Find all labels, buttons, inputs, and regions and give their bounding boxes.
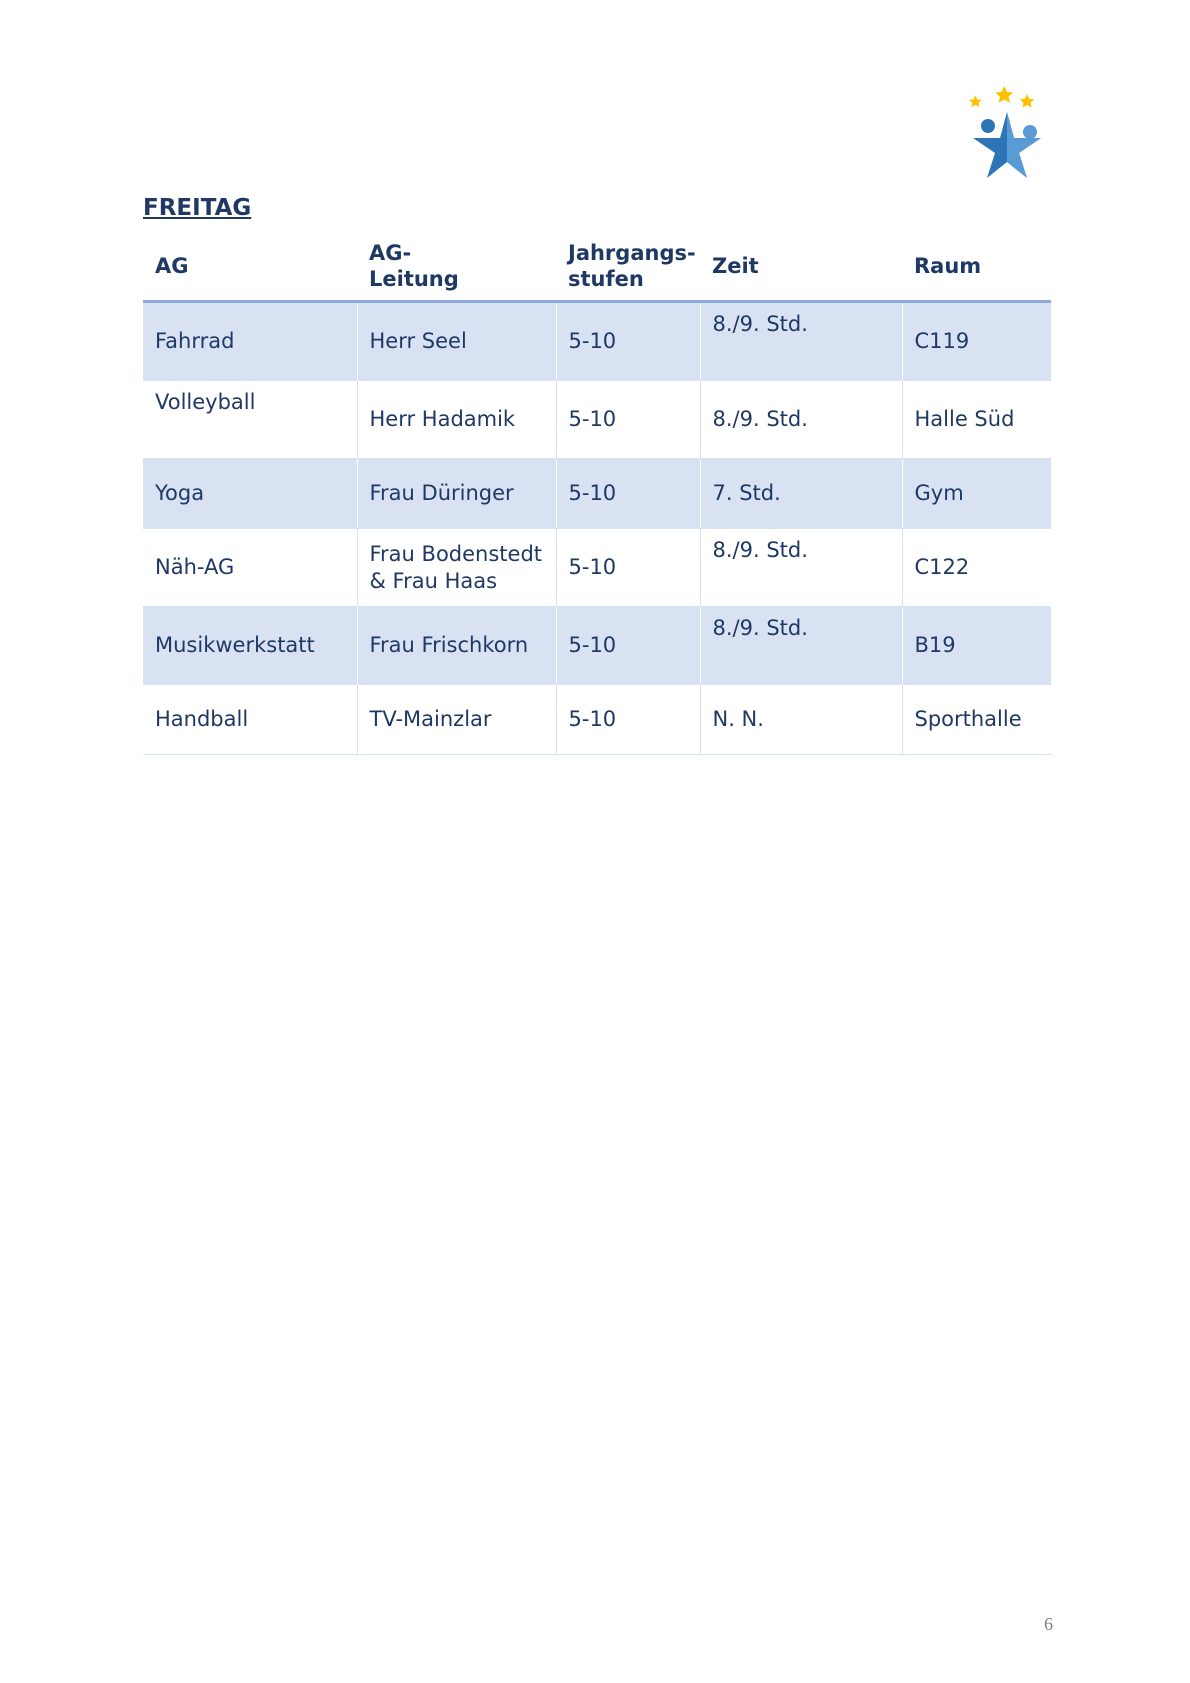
cell-stufen: 5-10 [556, 607, 700, 685]
cell-ag: Fahrrad [143, 302, 357, 381]
table-row [143, 381, 1051, 459]
header-jahrgangsstufen-text: Jahrgangs- stufen [568, 241, 696, 291]
logo-figure-head-left [981, 119, 995, 133]
page-number: 6 [1044, 1614, 1053, 1634]
day-heading: FREITAG [143, 195, 252, 221]
cell-leitung: Herr Seel [357, 302, 556, 381]
cell-leitung-text: Frau Bodenstedt & Frau Haas [369, 541, 543, 593]
cell-raum: B19 [902, 607, 1051, 685]
header-jahrgangsstufen [556, 232, 700, 302]
cell-raum: Halle Süd [902, 381, 1051, 459]
cell-leitung: Frau Frischkorn [357, 607, 556, 685]
cell-raum: Sporthalle [902, 685, 1051, 755]
table-row [143, 607, 1051, 685]
table-row [143, 459, 1051, 529]
cell-leitung: Frau Düringer [357, 459, 556, 529]
cell-stufen: 5-10 [556, 302, 700, 381]
cell-ag: Musikwerkstatt [143, 607, 357, 685]
cell-leitung: TV-Mainzlar [357, 685, 556, 755]
cell-zeit: 8./9. Std. [700, 302, 902, 381]
table-row [143, 529, 1051, 607]
header-ag-leitung-text: AG- Leitung [369, 241, 459, 291]
logo-star-left [969, 95, 982, 107]
header-raum: Raum [902, 232, 1051, 302]
logo-star-right [1020, 94, 1035, 108]
cell-ag: Handball [143, 685, 357, 755]
table-row [143, 685, 1051, 755]
table-row [143, 302, 1051, 381]
logo-star-center [995, 86, 1013, 103]
cell-zeit: 7. Std. [700, 459, 902, 529]
ag-schedule-table [143, 232, 1051, 755]
cell-stufen: 5-10 [556, 381, 700, 459]
cell-stufen: 5-10 [556, 685, 700, 755]
cell-raum: Gym [902, 459, 1051, 529]
cell-leitung: Herr Hadamik [357, 381, 556, 459]
table-header-row [143, 232, 1051, 302]
cell-zeit: 8./9. Std. [700, 381, 902, 459]
header-zeit: Zeit [700, 232, 902, 302]
cell-ag: Näh-AG [143, 529, 357, 607]
cell-zeit: N. N. [700, 685, 902, 755]
cell-stufen: 5-10 [556, 459, 700, 529]
school-logo [965, 86, 1055, 182]
cell-raum: C122 [902, 529, 1051, 607]
header-ag-leitung [357, 232, 556, 302]
cell-leitung [357, 529, 556, 607]
cell-zeit: 8./9. Std. [700, 529, 902, 607]
logo-figure-head-right [1023, 125, 1037, 139]
cell-ag: Volleyball [143, 381, 357, 459]
cell-zeit: 8./9. Std. [700, 607, 902, 685]
cell-raum: C119 [902, 302, 1051, 381]
cell-stufen: 5-10 [556, 529, 700, 607]
cell-ag: Yoga [143, 459, 357, 529]
header-ag: AG [143, 232, 357, 302]
